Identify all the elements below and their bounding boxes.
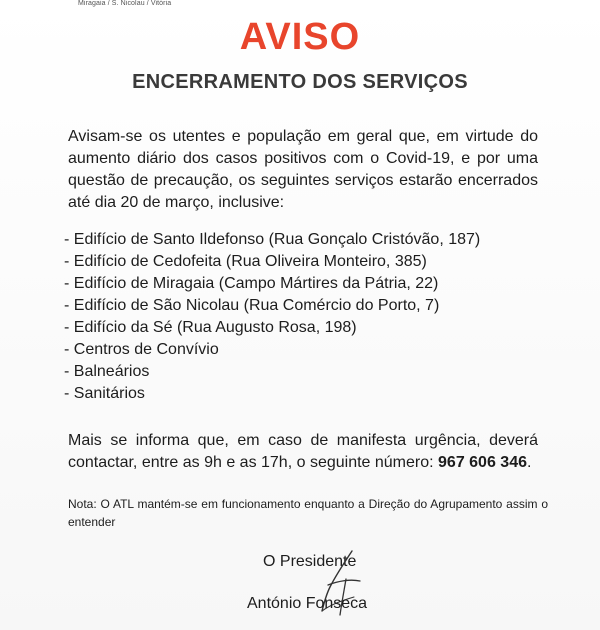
signatory-name: António Fonseca [247,595,368,612]
contact-paragraph [68,430,538,474]
list-item: - Centros de Convívio [64,341,219,358]
list-item: - Edifício da Sé (Rua Augusto Rosa, 198) [64,319,357,336]
list-item: - Sanitários [64,385,145,402]
note-text: Nota: O ATL mantém-se em funcionamento enquanto a Direção do Agrupamento assim o entender [68,497,548,529]
list-item: - Edifício de Cedofeita (Rua Oliveira Monteiro, 385) [64,253,427,270]
list-item: - Edifício de Santo Ildefonso (Rua Gonçalo Cristóvão, 187) [64,231,481,248]
intro-paragraph: Avisam-se os utentes e população em geral que, em virtude do aumento diário dos casos positivos com o Covid-19, e por uma questão de precaução, os seguintes serviços estarão encerrados até dia 20 de março, inclusive: [68,128,538,211]
contact-text: Mais se informa que, em caso de manifesta urgência, deverá contactar, entre as 9h e as 17h, o seguinte número: [68,432,538,471]
list-item: - Balneários [64,363,150,380]
notice-subtitle: ENCERRAMENTO DOS SERVIÇOS [132,71,468,93]
parish-header-text: Miragaia / S. Nicolau / Vitória [78,0,172,7]
notice-title: AVISO [239,16,361,58]
closed-services-list [64,229,480,405]
list-item: - Edifício de Miragaia (Campo Mártires da Pátria, 22) [64,275,439,292]
signatory-title: O Presidente [263,553,357,570]
phone-number: 967 606 346 [438,454,527,471]
list-item: - Edifício de São Nicolau (Rua Comércio do Porto, 7) [64,297,440,314]
contact-end: . [527,454,532,471]
